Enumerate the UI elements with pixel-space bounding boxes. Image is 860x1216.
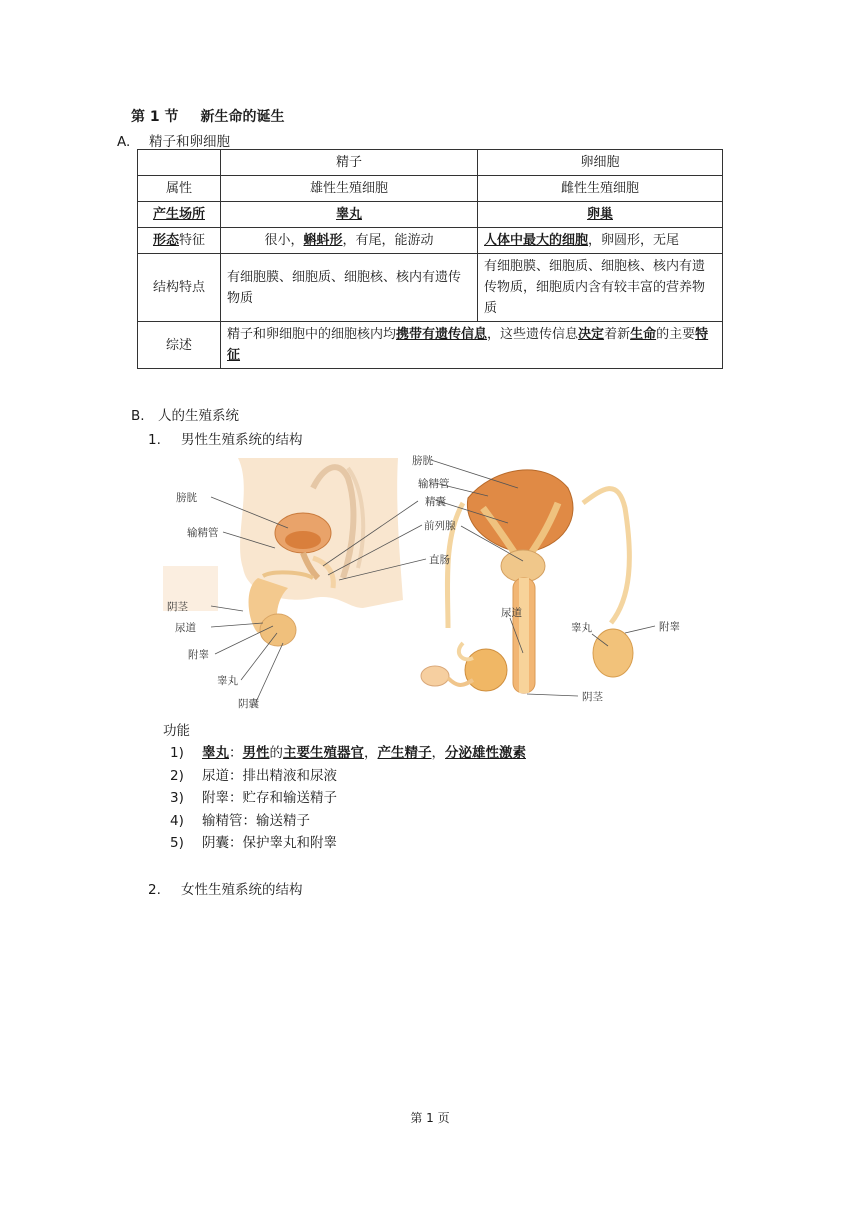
row-label-summary: 综述 xyxy=(138,322,221,369)
label-scrotum-left: 阴囊 xyxy=(238,698,259,710)
function-list xyxy=(170,742,526,855)
text-seg: ，卵圆形，无尾 xyxy=(588,233,680,248)
cell-attr-sperm: 雄性生殖细胞 xyxy=(221,176,478,202)
cell-structure-sperm: 有细胞膜、细胞质、细胞核、核内有遗传物质 xyxy=(221,254,478,322)
label-urethra-right: 尿道 xyxy=(501,607,522,619)
text-seg: 的主要 xyxy=(656,327,696,342)
section-number: 第 1 节 xyxy=(131,109,179,125)
table-row xyxy=(138,322,723,369)
subheading-male-text: 男性生殖系统的结构 xyxy=(181,432,303,448)
subheading-female-text: 女性生殖系统的结构 xyxy=(181,882,303,898)
text-seg: 精子和卵细胞中的细胞核内均 xyxy=(227,327,397,342)
text-emph: 人体中最大的细胞 xyxy=(484,233,589,248)
subheading-male-number: 1. xyxy=(148,432,161,448)
text-emph: 携带有遗传信息 xyxy=(396,327,488,342)
cell-place-egg: 卵巢 xyxy=(478,202,723,228)
table-row xyxy=(138,202,723,228)
page-title xyxy=(131,106,285,126)
label-testis-right: 睾丸 xyxy=(571,622,592,634)
text-seg: ，这些遗传信息 xyxy=(487,327,579,342)
table-header-row xyxy=(138,150,723,176)
heading-b-letter: B. xyxy=(131,408,145,424)
text-emph: 睾丸 xyxy=(202,745,229,761)
heading-b xyxy=(131,404,239,424)
list-item xyxy=(170,742,526,765)
cell-attr-egg: 雌性生殖细胞 xyxy=(478,176,723,202)
subheading-female xyxy=(148,878,303,898)
row-label-place: 产生场所 xyxy=(138,202,221,228)
text-seg: 很小， xyxy=(264,233,304,248)
text-seg: ： xyxy=(229,745,243,761)
text-seg: ， xyxy=(364,745,378,761)
header-empty xyxy=(138,150,221,176)
list-item xyxy=(170,765,526,788)
list-item-number: 3) xyxy=(170,790,184,806)
shape-label-emph: 形态 xyxy=(152,233,179,248)
anatomy-illustration xyxy=(163,448,696,714)
row-label-structure: 结构特点 xyxy=(138,254,221,322)
list-item-text xyxy=(202,832,337,855)
text-seg: 输精管：输送精子 xyxy=(202,812,310,829)
label-epididymis-right: 附睾 xyxy=(659,621,680,633)
list-item-number: 1) xyxy=(170,745,184,761)
label-bladder-left: 膀胱 xyxy=(176,492,197,504)
label-urethra-left: 尿道 xyxy=(175,622,196,634)
list-item-text xyxy=(202,787,337,810)
heading-a-text: 精子和卵细胞 xyxy=(149,134,230,150)
text-emph: 蝌蚪形 xyxy=(303,233,343,248)
header-sperm: 精子 xyxy=(221,150,478,176)
list-item-text xyxy=(202,765,337,788)
table-row xyxy=(138,254,723,322)
text-emph: 生命 xyxy=(630,327,657,342)
heading-b-text: 人的生殖系统 xyxy=(158,408,239,424)
text-seg: 阴囊：保护睾丸和附睾 xyxy=(202,835,337,851)
heading-a-letter: A. xyxy=(117,134,131,150)
list-item-number: 5) xyxy=(170,835,184,851)
row-label-attr: 属性 xyxy=(138,176,221,202)
function-title: 功能 xyxy=(163,723,190,739)
row-label-shape xyxy=(138,228,221,254)
page-footer: 第 1 页 xyxy=(410,1111,450,1125)
comparison-table xyxy=(137,149,723,369)
label-epididymis-left: 附睾 xyxy=(188,649,209,661)
male-reproductive-diagram xyxy=(163,448,696,714)
list-item-number: 2) xyxy=(170,767,184,784)
cell-summary xyxy=(221,322,723,369)
text-seg: 附睾：贮存和输送精子 xyxy=(202,790,337,806)
table-row xyxy=(138,228,723,254)
label-bladder-right: 膀胱 xyxy=(412,455,433,467)
text-emph: 主要生殖器官 xyxy=(283,745,364,761)
list-item-number: 4) xyxy=(170,812,184,829)
label-vas-deferens-left: 输精管 xyxy=(187,527,219,539)
subheading-male xyxy=(148,428,303,448)
text-emph: 产生精子 xyxy=(377,745,432,761)
text-emph: 男性 xyxy=(242,745,270,761)
list-item xyxy=(170,787,526,810)
header-egg: 卵细胞 xyxy=(478,150,723,176)
list-item-text xyxy=(202,742,526,765)
text-seg: 的 xyxy=(269,745,283,761)
cell-place-sperm: 睾丸 xyxy=(221,202,478,228)
text-seg: 尿道：排出精液和尿液 xyxy=(202,767,337,784)
label-penis-left: 阴茎 xyxy=(167,601,188,613)
cell-shape-egg xyxy=(478,228,723,254)
label-rectum: 直肠 xyxy=(429,554,450,566)
table-row xyxy=(138,176,723,202)
subheading-female-number: 2. xyxy=(148,882,161,898)
text-emph: 决定 xyxy=(578,327,605,342)
label-testis-left: 睾丸 xyxy=(217,675,238,687)
text-seg: ， xyxy=(431,745,445,761)
text-emph: 分泌雄性激素 xyxy=(445,745,526,761)
list-item-text xyxy=(202,810,310,833)
shape-label-rest: 特征 xyxy=(179,233,206,248)
text-emph: 特征 xyxy=(227,327,709,363)
heading-a xyxy=(117,130,230,150)
label-vas-deferens-right: 输精管 xyxy=(418,478,450,490)
label-prostate: 前列腺 xyxy=(424,520,456,532)
text-seg: ，有尾，能游动 xyxy=(342,233,434,248)
cell-structure-egg: 有细胞膜、细胞质、细胞核、核内有遗传物质，细胞质内含有较丰富的营养物质 xyxy=(478,254,723,322)
text-seg: 着新 xyxy=(604,327,631,342)
section-title: 新生命的诞生 xyxy=(200,109,285,125)
list-item xyxy=(170,832,526,855)
label-penis-right: 阴茎 xyxy=(582,691,603,703)
cell-shape-sperm xyxy=(221,228,478,254)
label-seminal-vesicle: 精囊 xyxy=(425,496,446,508)
list-item xyxy=(170,810,526,833)
